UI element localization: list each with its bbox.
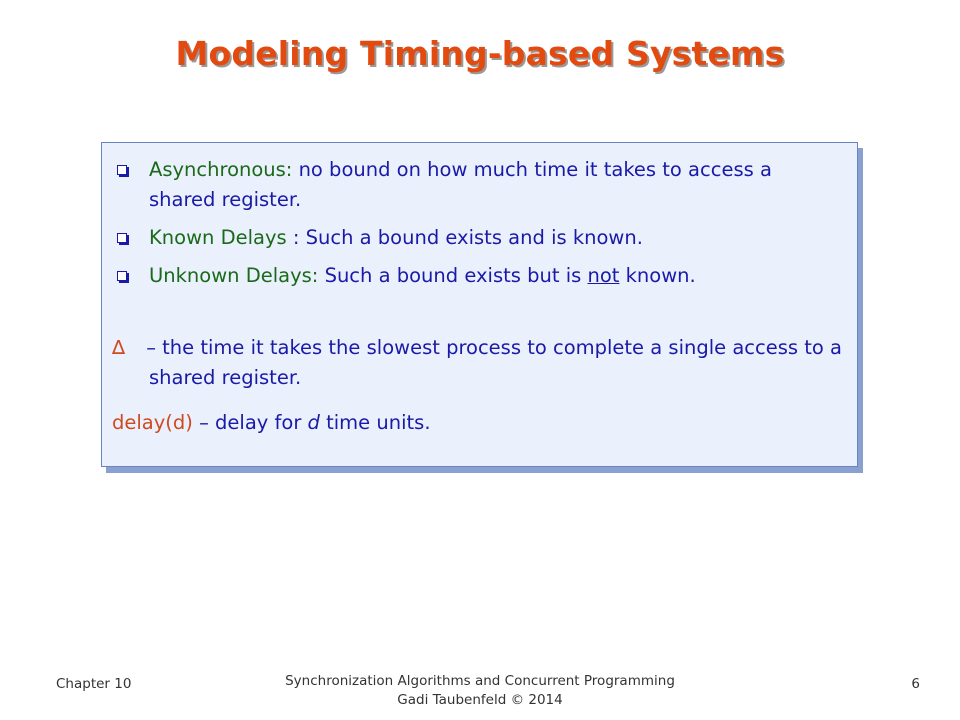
content-box (101, 142, 858, 467)
bullet-text: no bound on how much time it takes to access a shared register. (149, 158, 772, 211)
delay-text: – delay for (192, 411, 308, 434)
delta-symbol: ∆ (112, 336, 126, 359)
term-unknown-delays: Unknown Delays: (149, 264, 319, 287)
checkbox-bullet-icon (117, 233, 127, 243)
bullet-text: : Such a bound exists and is known. (286, 226, 643, 249)
checkbox-bullet-icon (117, 271, 127, 281)
underlined-not: not (587, 264, 620, 287)
slide-title: Modeling Timing-based Systems (175, 34, 785, 73)
delay-variable: d (307, 411, 320, 434)
delay-definition (112, 408, 847, 438)
term-known-delays: Known Delays (149, 226, 287, 249)
term-asynchronous: Asynchronous: (149, 158, 293, 181)
bullet-list (112, 155, 842, 299)
footer-course-title: Synchronization Algorithms and Concurrent Programming (285, 673, 675, 689)
delay-term: delay(d) (112, 411, 193, 434)
delta-definition (112, 333, 884, 393)
footer-author: Gadi Taubenfeld © 2014 (397, 692, 563, 708)
checkbox-bullet-icon (117, 165, 127, 175)
delta-text: – the time it takes the slowest process to complete a single access to a shared register. (140, 336, 842, 389)
footer-chapter: Chapter 10 (56, 676, 132, 692)
bullet-asynchronous (112, 155, 842, 215)
bullet-text-end: known. (619, 264, 696, 287)
bullet-text: Such a bound exists but is (318, 264, 588, 287)
bullet-unknown-delays (112, 261, 842, 291)
footer-course (230, 672, 730, 710)
bullet-known-delays (112, 223, 842, 253)
footer-page-number: 6 (911, 676, 920, 692)
delay-text-end: time units. (319, 411, 431, 434)
